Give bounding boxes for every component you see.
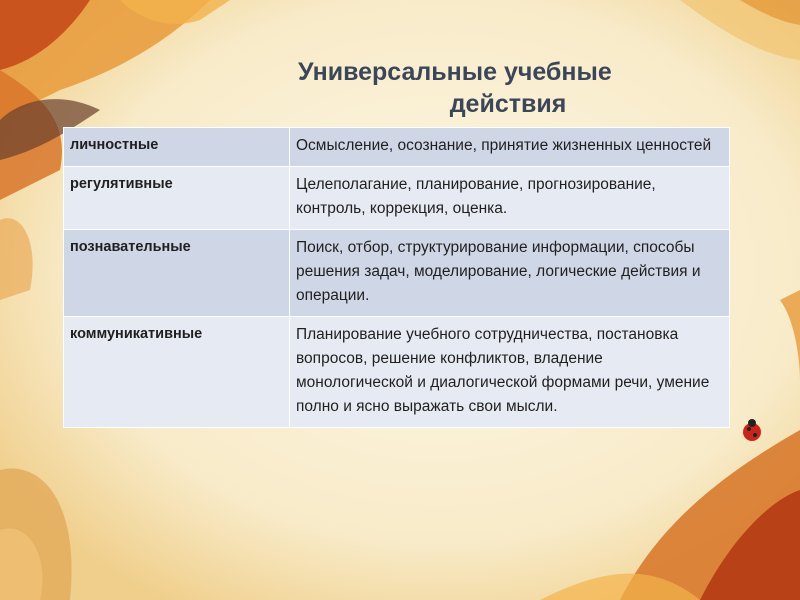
type-cell: личностные — [64, 128, 290, 167]
table-row — [64, 317, 730, 428]
table-row — [64, 167, 730, 230]
table-row — [64, 230, 730, 317]
description-cell: Поиск, отбор, структурирование информации, способы решения задач, моделирование, логические действия и операции. — [290, 230, 730, 317]
page-title — [298, 56, 718, 120]
description-cell: Осмысление, осознание, принятие жизненных ценностей — [290, 128, 730, 167]
description-cell: Целеполагание, планирование, прогнозирование, контроль, коррекция, оценка. — [290, 167, 730, 230]
title-line-1: Универсальные учебные — [298, 58, 612, 86]
uud-table — [63, 127, 730, 428]
type-cell: коммуникативные — [64, 317, 290, 428]
description-cell: Планирование учебного сотрудничества, постановка вопросов, решение конфликтов, владение монологической и диалогической формами речи, умение полно и ясно выражать свои мысли. — [290, 317, 730, 428]
title-line-2: действия — [449, 90, 567, 118]
table-row — [64, 128, 730, 167]
type-cell: познавательные — [64, 230, 290, 317]
type-cell: регулятивные — [64, 167, 290, 230]
